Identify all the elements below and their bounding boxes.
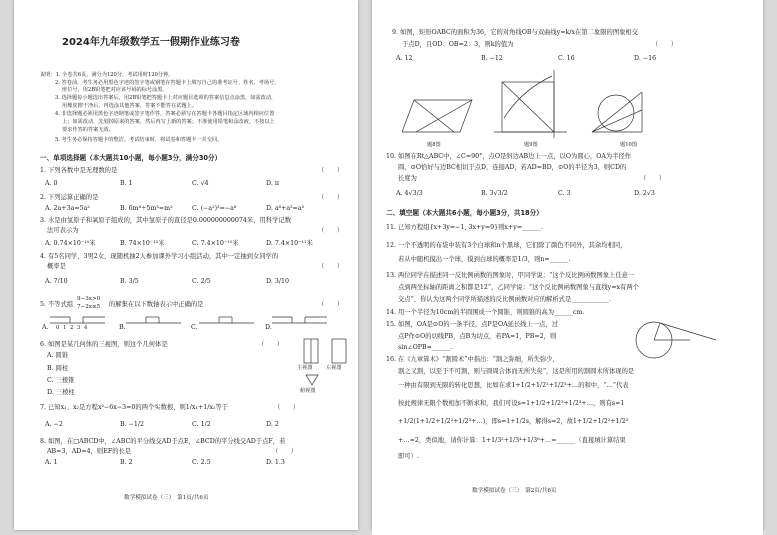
option: D. xyxy=(265,324,272,331)
section-heading: 二、填空题（本大题共6小题，每小题3分，共18分） xyxy=(386,209,543,217)
option: A. 圆锥 xyxy=(47,352,69,359)
option: D. 2√3 xyxy=(634,190,655,197)
instruction-line: 上；如需改动，先划掉原来的答案，然后再写上新的答案；不准使用铅笔和涂改液。不按以上 xyxy=(62,119,275,125)
question-9: 9. 如图，矩形OABC的面积为36，它的对角线OB与双曲线y=k/x在第二象限的图象相交 xyxy=(392,29,639,36)
option: C. 1/2 xyxy=(192,421,211,428)
instruction-line: 5. 考生务必保持答题卡的整洁。考试结束时，将试卷和答题卡一并交回。 xyxy=(55,137,223,143)
question-15: 15. 如图，OA是⊙O的一条半径，点P是OA延长线上一点，过 xyxy=(386,321,559,328)
page-title: 2024年九年级数学五一假期作业练习卷 xyxy=(62,37,240,48)
option: D. 2 xyxy=(266,421,279,428)
answer-paren: （ ） xyxy=(652,41,678,48)
instruction-line: 4. 非选择题必须用黑色字迹钢笔或签字笔作答，答案必须写在答题卡各题目指定区域内相应位置 xyxy=(55,111,275,117)
view-label: 左视图 xyxy=(326,365,342,371)
page-footer: 数学模拟试卷（三） 第2页/共6页 xyxy=(472,488,557,494)
question-10-cont: 长度为 xyxy=(398,175,417,182)
instruction-line: 3. 选择题每小题选出答案后，用2B铅笔把答题卡上对应题目选项的答案信息点涂黑，如需改动， xyxy=(55,95,277,101)
view-label: 主视图 xyxy=(297,365,313,371)
instruction-line: 用橡皮擦干净后，再选涂其他答案，答案不能答在试题上。 xyxy=(62,103,197,109)
question-10: 10. 如图在Rt△ABC中，∠C=90°，点O是斜边AB边上一点，以O为圆心，OA为半径作 xyxy=(386,153,632,160)
question-14: 14. 用一个半径为10cm的半圆围成一个圆锥，则圆锥的高为______cm. xyxy=(386,309,585,316)
view-label: 俯视图 xyxy=(300,388,316,394)
question-8-cont: AB=3，AD=4，则EF的长是 xyxy=(47,448,132,455)
option: D. 1.3 xyxy=(266,459,285,466)
exam-page-3-edge xyxy=(372,530,763,535)
answer-paren: （ ） xyxy=(640,175,666,182)
instruction-line: 2. 答卷前，考生务必用黑色字迹的签字笔或钢笔在答题卡上填写自己的准考证号、姓名、考场号、 xyxy=(55,80,280,86)
option: B. 1 xyxy=(120,180,133,187)
option: D. 7.4×10⁻¹¹米 xyxy=(266,240,313,247)
question-13-cont: 点到两坐标轴的距离之积都是12”，乙同学说：“这个反比例函数图象与直线y=x有两个 xyxy=(398,284,639,291)
question-8: 8. 如图，在□ABCD中，∠ABC的平分线交AD于点E，∠BCD的平分线交AD于点F，若 xyxy=(40,438,286,445)
number-line-a xyxy=(50,317,105,323)
option: C. 2/5 xyxy=(192,278,211,285)
option: A. 7/10 xyxy=(45,278,68,285)
option: D. a⁶+a³=a² xyxy=(266,205,305,212)
option: A. 12 xyxy=(396,55,413,62)
option: C. 7.4×10⁻¹⁰米 xyxy=(192,240,239,247)
option: A. 0.74×10⁻¹⁰米 xyxy=(45,240,96,247)
instruction-line: 座位号，用2B铅笔把对应该号码的标号涂黑。 xyxy=(62,87,168,93)
exam-page-1 xyxy=(14,0,358,530)
question-1: 1. 下列各数中是无理数的是 xyxy=(40,167,118,174)
option: C. 2.5 xyxy=(192,459,211,466)
option: C. (−a²)³=−a⁶ xyxy=(192,205,237,212)
question-2: 2. 下列运算正确的是 xyxy=(40,194,99,201)
number-line-d xyxy=(272,317,327,323)
number-line-b xyxy=(126,317,181,323)
option: B. −12 xyxy=(481,55,503,62)
option: A. 1 xyxy=(45,459,58,466)
option: D. π xyxy=(266,180,279,187)
question-figures xyxy=(402,70,732,140)
question-4-cont: 概率是 xyxy=(47,263,66,270)
option: C. 3 xyxy=(558,190,571,197)
instruction-line: 要求作答的答案无效。 xyxy=(62,127,114,133)
option: B. −1/2 xyxy=(120,421,145,428)
question-16-cont: 按此规律无限个数相加不断求和，我们可设s=1+1/2+1/2²+1/2³+…，则有s=1 xyxy=(398,400,625,407)
option: A. 2a+3a=5a² xyxy=(45,205,90,212)
question-3-cont: 法可表示为 xyxy=(47,227,79,234)
question-13-cont: 交点”，你认为这两个同学所描述的反比例函数对应的解析式是____________. xyxy=(398,296,612,303)
inequality-line-2: 7−2x≤5 xyxy=(77,304,101,310)
option: C. √4 xyxy=(192,180,209,187)
number-line-figures xyxy=(50,314,340,330)
option: C. 16 xyxy=(558,55,575,62)
question-16-cont: 即可）. xyxy=(398,453,419,460)
answer-paren: （ ） xyxy=(318,194,344,201)
question-16-cont: +1/2(1+1/2+1/2²+1/2³+…)，即s=1+1/2s，解得s=2，故1+1/2+1/2²+1/2³ xyxy=(398,418,629,425)
answer-paren: （ ） xyxy=(318,167,344,174)
question-16-cont: 一种由有限到无限的转化思想，比如在求1+1/2+1/2²+1/2³+…的和中，“…”代表 xyxy=(398,382,629,389)
option: C. xyxy=(191,324,198,331)
question-6: 6. 如图是某几何体的三视图，则这个几何体是 xyxy=(40,341,168,348)
answer-paren: （ ） xyxy=(318,301,344,308)
axis-tick: 1 xyxy=(63,325,67,331)
question-16-cont: +…=2，类似地，请你计算：1+1/3²+1/3⁴+1/3⁶+…=______（直接填计算结果 xyxy=(398,437,626,444)
page-footer: 数学模拟试卷（三） 第1页/共6页 xyxy=(124,495,209,501)
axis-tick: 0 xyxy=(56,325,63,331)
answer-paren: （ ） xyxy=(318,263,344,270)
option: A. 0 xyxy=(45,180,58,187)
question-15-cont: sin∠OPB=______. xyxy=(398,344,453,351)
question-13: 13. 两位同学在描述同一反比例函数的图象时，甲同学说：“这个反比例函数图象上任意一 xyxy=(386,272,635,279)
option: B. 74×10⁻¹²米 xyxy=(120,240,165,247)
option: B. xyxy=(119,324,126,331)
question-5: 5. 不等式组 xyxy=(40,301,74,308)
figure-caption: 题10图 xyxy=(620,142,637,148)
option: B. 2 xyxy=(120,459,133,466)
answer-paren: （ ） xyxy=(318,227,344,234)
option: D. 3/10 xyxy=(266,278,289,285)
instruction-line: 说明：1. 全卷共6页，满分为120分，考试用时120分钟。 xyxy=(40,72,174,78)
answer-paren: （ ） xyxy=(258,341,284,348)
answer-paren: （ ） xyxy=(274,404,300,411)
figure-caption: 题8图 xyxy=(427,142,441,148)
question-9-cont: 于点D，且OD：OB=2：3，则k的值为 xyxy=(402,41,514,48)
option: B. 3/5 xyxy=(120,278,139,285)
option: D. 三棱柱 xyxy=(47,389,75,396)
question-5-tail: 的解集在以下数轴表示中正确的是 xyxy=(109,301,204,308)
figure-9-rectangle-hyperbola xyxy=(494,70,567,138)
question-16: 16. 在《九章算术》“割圆术”中指出：“割之弥细，所失弥少， xyxy=(386,356,559,363)
question-3: 3. 水是由氢原子和氧原子组成的，其中氢原子的直径是0.000000000074米，用科学记数 xyxy=(40,217,291,224)
axis-tick: 4 xyxy=(84,325,88,331)
question-15-cont: 点P作⊙O的切线PB，点B为切点，若PA=1，PB=2，则 xyxy=(398,333,557,340)
option: A. 4√3/3 xyxy=(396,190,423,197)
figure-8-parallelogram xyxy=(402,100,472,132)
figure-caption: 题9图 xyxy=(524,142,538,148)
question-12-cont: 若从中随机摸出一个球，摸到白球的概率是1/3，则n=______. xyxy=(398,256,571,263)
option: C. 三棱锥 xyxy=(47,377,75,384)
option: B. 3√3/2 xyxy=(481,190,508,197)
exam-page-2 xyxy=(372,0,763,530)
question-7: 7. 已知x₁、x₂是方程x²−6x−3=0的两个实数根，则1/x₁+1/x₂等于 xyxy=(40,404,229,411)
axis-tick: 2 xyxy=(70,325,74,331)
question-12: 12. 一个不透明的布袋中装有3个白球和n个黑球，它们除了颜色不同外，其余均相同， xyxy=(386,242,627,249)
answer-paren: （ ） xyxy=(272,448,298,455)
option: A. xyxy=(42,324,49,331)
option: B. 圆柱 xyxy=(47,365,69,372)
number-line-c xyxy=(199,317,254,323)
figure-15-circle-tangent xyxy=(630,318,720,363)
option: B. 6m⁶÷5m³=m² xyxy=(120,205,173,212)
question-4: 4. 有5名同学，3男2女，现随机抽2人参加课外学习小组活动，其中一定抽到女同学的 xyxy=(40,253,279,260)
axis-tick: 3 xyxy=(77,325,81,331)
section-heading: 一、单项选择题（本大题共10小题，每小题3分，满分30分） xyxy=(40,154,222,162)
option: A. −2 xyxy=(45,421,63,428)
question-16-cont: 割之又割，以至于不可割，则与圆周合体而无所失矣”，这是所用的割圆术所体现的是 xyxy=(398,368,635,375)
question-11: 11. 已知方程组{x+3y=−1, 3x+y=9}则x+y=______. xyxy=(386,224,543,231)
inequality-line-1: 9−3x>0 xyxy=(77,296,101,302)
figure-10-circle-triangle xyxy=(592,92,642,132)
option: D. −16 xyxy=(634,55,657,62)
question-10-cont: 圆，⊙O恰好与边BC相切于点D，连接AD，若AD=BD，⊙O的半径为3，则CD的 xyxy=(398,164,627,171)
